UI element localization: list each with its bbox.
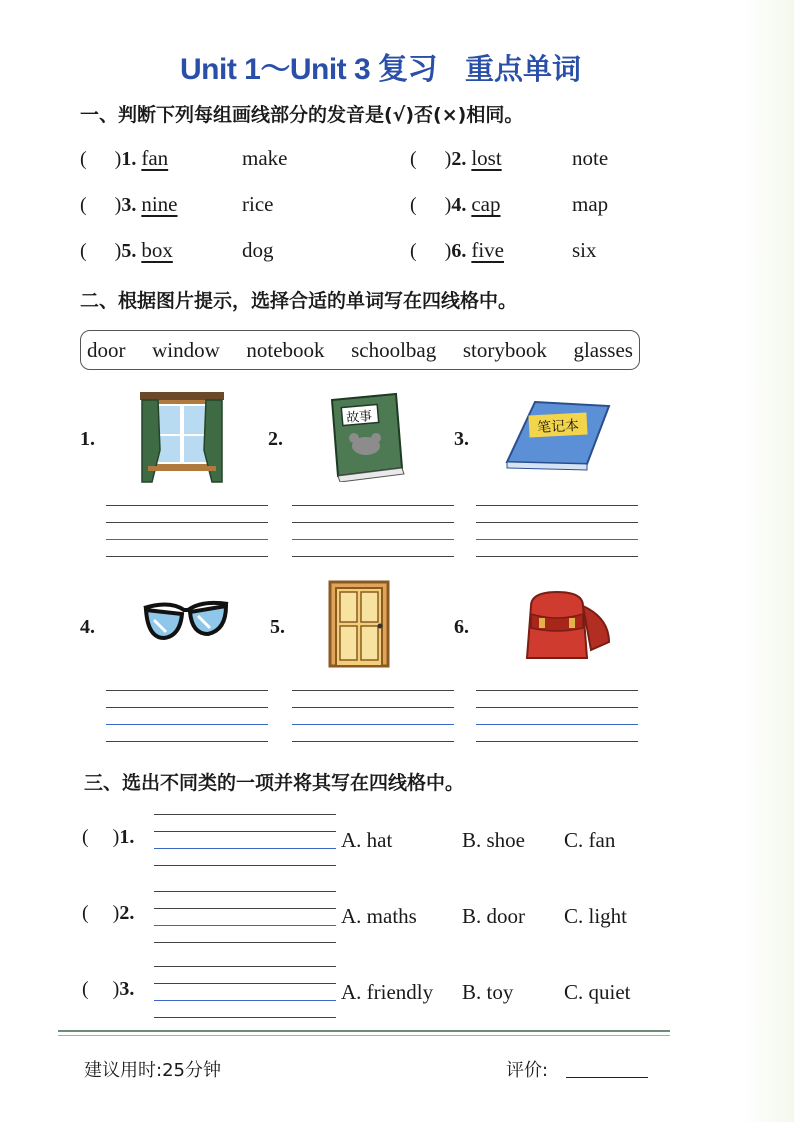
paren-close: ) bbox=[112, 978, 120, 1000]
picture-number: 6. bbox=[454, 616, 469, 638]
writing-lines-4[interactable] bbox=[106, 690, 268, 742]
option-a: A. maths bbox=[341, 904, 417, 928]
footer-divider-thin bbox=[58, 1035, 670, 1036]
section3-heading: 三、选出不同类的一项并将其写在四线格中。 bbox=[84, 772, 465, 794]
writing-lines-s3-2[interactable] bbox=[154, 891, 336, 943]
footer-divider bbox=[58, 1030, 670, 1032]
notebook-label: 笔记本 bbox=[536, 417, 580, 437]
paren-close: ) bbox=[114, 194, 122, 216]
paren-open: ( bbox=[82, 902, 89, 924]
glasses-icon bbox=[140, 598, 232, 649]
picture-number: 3. bbox=[454, 428, 469, 450]
option-a: A. friendly bbox=[341, 980, 434, 1004]
item-number: 5. bbox=[121, 240, 137, 262]
word-b: make bbox=[242, 146, 288, 170]
picture-number: 2. bbox=[268, 428, 283, 450]
evaluation-blank[interactable] bbox=[566, 1077, 648, 1078]
schoolbag-icon bbox=[517, 588, 613, 667]
odd-one-item-1 bbox=[82, 826, 134, 849]
writing-lines-5[interactable] bbox=[292, 690, 454, 742]
judge-item-2 bbox=[410, 146, 502, 171]
paren-close: ) bbox=[114, 240, 122, 262]
picture-number: 4. bbox=[80, 616, 95, 638]
section1-items bbox=[80, 146, 740, 276]
word-b: rice bbox=[242, 192, 274, 216]
item-number: 1. bbox=[121, 148, 137, 170]
word-a: nine bbox=[141, 192, 178, 216]
option-c: C. fan bbox=[564, 828, 616, 852]
notebook-icon bbox=[505, 400, 611, 479]
option-b: B. door bbox=[462, 904, 525, 928]
paren-open: ( bbox=[80, 194, 87, 216]
storybook-icon bbox=[322, 392, 408, 487]
writing-lines-1[interactable] bbox=[106, 505, 268, 557]
word-b: six bbox=[572, 238, 597, 262]
item-number: 3. bbox=[119, 978, 135, 1000]
option-a: A. hat bbox=[341, 828, 393, 852]
paren-close: ) bbox=[444, 240, 452, 262]
paren-open: ( bbox=[410, 240, 417, 262]
item-number: 2. bbox=[119, 902, 135, 924]
word-a: fan bbox=[141, 146, 169, 170]
paren-open: ( bbox=[410, 194, 417, 216]
option-b: B. shoe bbox=[462, 828, 525, 852]
word-a: cap bbox=[471, 192, 501, 216]
paren-close: ) bbox=[444, 194, 452, 216]
title-topic: 重点单词 bbox=[465, 52, 582, 86]
word-a: five bbox=[471, 238, 504, 262]
word-a: lost bbox=[471, 146, 502, 170]
item-number: 2. bbox=[451, 148, 467, 170]
writing-lines-s3-3[interactable] bbox=[154, 966, 336, 1018]
odd-one-item-2 bbox=[82, 902, 134, 925]
paren-open: ( bbox=[80, 148, 87, 170]
page-edge-shade bbox=[742, 0, 794, 1122]
word-bank bbox=[80, 330, 640, 370]
option-c: C. quiet bbox=[564, 980, 631, 1004]
paren-open: ( bbox=[410, 148, 417, 170]
page-title bbox=[180, 44, 581, 88]
judge-item-4 bbox=[410, 192, 501, 217]
picture-number: 1. bbox=[80, 428, 95, 450]
item-number: 6. bbox=[451, 240, 467, 262]
writing-lines-s3-1[interactable] bbox=[154, 814, 336, 866]
word-a: box bbox=[141, 238, 173, 262]
suggested-time: 建议用时:25分钟 bbox=[84, 1060, 221, 1081]
window-icon bbox=[138, 390, 226, 489]
writing-lines-6[interactable] bbox=[476, 690, 638, 742]
word-bank-item: window bbox=[152, 337, 220, 362]
option-c: C. light bbox=[564, 904, 628, 928]
paren-close: ) bbox=[444, 148, 452, 170]
word-b: note bbox=[572, 146, 609, 170]
item-number: 1. bbox=[119, 826, 135, 848]
paren-open: ( bbox=[80, 240, 87, 262]
judge-item-1 bbox=[80, 146, 168, 171]
paren-open: ( bbox=[82, 826, 89, 848]
word-bank-item: glasses bbox=[573, 337, 633, 362]
word-b: map bbox=[572, 192, 609, 216]
word-b: dog bbox=[242, 238, 274, 262]
word-bank-item: notebook bbox=[246, 337, 325, 362]
item-number: 4. bbox=[451, 194, 467, 216]
paren-close: ) bbox=[114, 148, 122, 170]
paren-close: ) bbox=[112, 826, 120, 848]
storybook-label: 故事 bbox=[345, 408, 373, 427]
judge-item-6 bbox=[410, 238, 504, 263]
section1-heading: 一、判断下列每组画线部分的发音是(√)否(×)相同。 bbox=[80, 104, 524, 126]
word-bank-item: storybook bbox=[462, 337, 547, 362]
option-b: B. toy bbox=[462, 980, 514, 1004]
picture-number: 5. bbox=[270, 616, 285, 638]
word-bank-item: door bbox=[87, 337, 126, 362]
paren-close: ) bbox=[112, 902, 120, 924]
evaluation-label: 评价: bbox=[506, 1060, 549, 1081]
title-unit-range: Unit 1～Unit 3 复习 bbox=[180, 53, 438, 86]
writing-lines-2[interactable] bbox=[292, 505, 454, 557]
writing-lines-3[interactable] bbox=[476, 505, 638, 557]
door-icon bbox=[328, 580, 390, 673]
word-bank-item: schoolbag bbox=[351, 337, 437, 362]
odd-one-item-3 bbox=[82, 978, 134, 1001]
section2-heading: 二、根据图片提示，选择合适的单词写在四线格中。 bbox=[80, 290, 518, 312]
item-number: 3. bbox=[121, 194, 137, 216]
judge-item-3 bbox=[80, 192, 178, 217]
paren-open: ( bbox=[82, 978, 89, 1000]
judge-item-5 bbox=[80, 238, 173, 263]
